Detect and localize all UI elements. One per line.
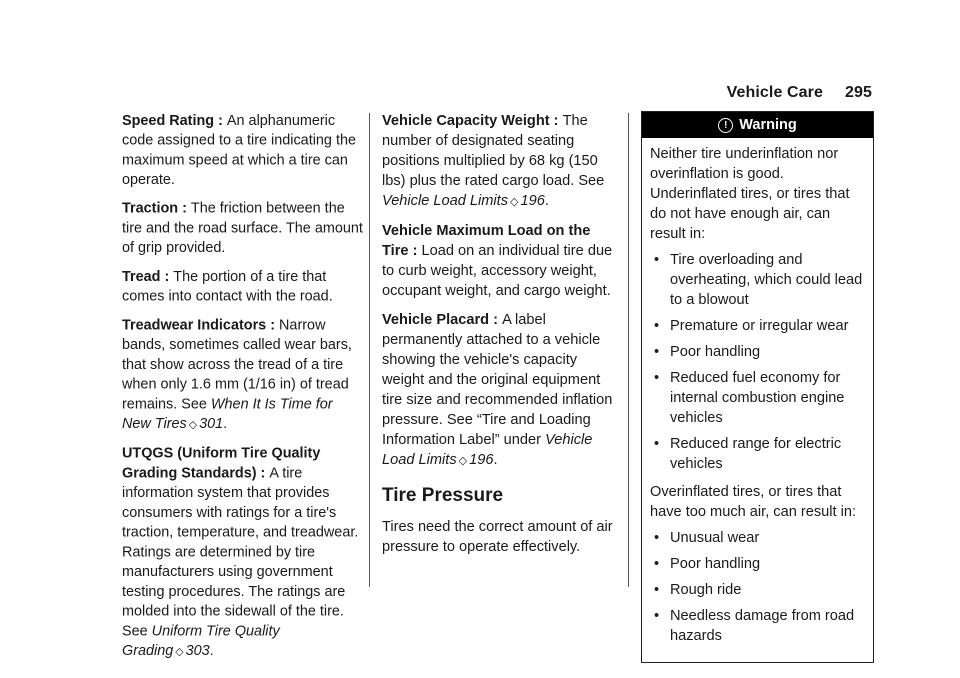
bullet-icon: • xyxy=(654,318,660,334)
warning-over-intro: Overinflated tires, or tires that have too much air, can result in: xyxy=(650,484,857,520)
term: Speed Rating xyxy=(122,112,215,129)
definition-max-load: Vehicle Maximum Load on the Tire : Load on an individual tire due to curb weight, accessory weight, occupant weight, and cargo weight. xyxy=(382,223,613,299)
paragraph-tire-pressure: Tires need the correct amount of air pressure to operate effectively. xyxy=(382,519,613,555)
list-item: • Tire overloading and overheating, which could lead to a blowout xyxy=(654,252,863,308)
page-ref-icon: ◇ xyxy=(188,419,198,431)
bullet-icon: • xyxy=(654,344,660,360)
definition-text: Load on an individual tire due to curb weight, accessory weight, occupant weight, and cargo weight. xyxy=(382,243,613,299)
page-ref[interactable]: 196 xyxy=(469,452,494,468)
term: Treadwear Indicators xyxy=(122,317,267,334)
bullet-icon: • xyxy=(654,530,660,546)
definition-text: The number of designated seating positions multiplied by 68 kg (150 lbs) plus the rated cargo load. See xyxy=(382,113,605,189)
term: Traction xyxy=(122,200,179,217)
bullet-icon: • xyxy=(654,582,660,598)
definition-text: Narrow bands, sometimes called wear bars, that show across the tread of a tire when only 1.6 mm (1/16 in) of tread remains. See xyxy=(122,317,352,413)
column-divider xyxy=(369,113,370,587)
term: Vehicle Capacity Weight xyxy=(382,113,550,129)
definition-traction: Traction : The friction between the tire and the road surface. The amount of grip provided. xyxy=(122,200,363,257)
section-title: Vehicle Care xyxy=(726,84,823,101)
definition-utqgs: UTQGS (Uniform Tire Quality Grading Standards) : A tire information system that provides consumers with ratings for a tire's traction, temperature, and treadwear. Ratings are determined by tire manufacturers using government testing procedures. The ratings are molded into the sidewall of the tire. See Uniform Tire Quality Grading ◇ 303. xyxy=(122,445,359,660)
list-item: • Reduced range for electric vehicles xyxy=(654,436,842,472)
definition-text: The portion of a tire that comes into contact with the road. xyxy=(122,269,333,305)
page-header xyxy=(727,84,872,102)
column-divider xyxy=(628,113,629,587)
definition-text: A tire information system that provides consumers with ratings for a tire's traction, temperature, and treadwear. Ratings are determined by tire manufacturers using government testing procedures. The ratings are molded into the sidewall of the tire. See xyxy=(122,465,359,640)
bullet-icon: • xyxy=(654,252,660,268)
term: UTQGS (Uniform Tire Quality Grading Standards) xyxy=(122,445,321,482)
page-ref-icon: ◇ xyxy=(175,646,184,659)
page-ref[interactable]: 303 xyxy=(185,643,210,660)
column-left xyxy=(122,111,364,671)
cross-reference-link[interactable]: Vehicle Load Limits xyxy=(382,432,593,468)
definition-text: The friction between the tire and the road surface. The amount of grip provided. xyxy=(122,200,363,257)
term: Vehicle Maximum Load on the Tire xyxy=(382,223,591,259)
bullet-icon: • xyxy=(654,436,660,452)
page-ref[interactable]: 301 xyxy=(199,416,224,432)
term: Vehicle Placard xyxy=(382,312,490,328)
list-item: • Reduced fuel economy for internal combustion engine vehicles xyxy=(654,370,845,426)
list-item: • Needless damage from road hazards xyxy=(654,608,855,644)
warning-header xyxy=(642,112,873,138)
cross-reference-link[interactable]: When It Is Time for New Tires xyxy=(122,396,333,432)
warning-intro: Neither tire underinflation nor overinflation is good. Underinflated tires, or tires that do not have enough air, can result in: xyxy=(650,146,850,242)
term: Tread xyxy=(122,269,161,285)
warning-title: Warning xyxy=(739,117,797,133)
warning-icon: ! xyxy=(718,118,733,133)
underinflation-list xyxy=(650,250,865,474)
page-ref-icon: ◇ xyxy=(510,196,519,208)
bullet-icon: • xyxy=(654,370,660,386)
list-item: • Rough ride xyxy=(654,582,742,598)
section-heading: Tire Pressure xyxy=(382,485,504,506)
bullet-icon: • xyxy=(654,556,660,572)
warning-box xyxy=(641,111,874,663)
definition-placard: Vehicle Placard : A label permanently attached to a vehicle showing the vehicle's capacity weight and the original equipment tire size and recommended inflation pressure. See “Tire and Loading Information Label” under Vehicle Load Limits ◇ 196. xyxy=(382,312,613,468)
definition-text: A label permanently attached to a vehicle showing the vehicle's capacity weight and the original equipment tire size and recommended inflation pressure. See “Tire and Loading Information Label” under xyxy=(382,312,613,448)
list-item: • Unusual wear xyxy=(654,530,760,546)
warning-body xyxy=(642,144,873,646)
list-item: • Poor handling xyxy=(654,556,761,572)
cross-reference-link[interactable]: Uniform Tire Quality Grading xyxy=(122,623,280,660)
column-right xyxy=(641,111,874,663)
definition-speed-rating: Speed Rating : An alphanumeric code assigned to a tire indicating the maximum speed at which a tire can operate. xyxy=(122,112,356,189)
definition-treadwear: Treadwear Indicators : Narrow bands, sometimes called wear bars, that show across the tread of a tire when only 1.6 mm (1/16 in) of tread remains. See When It Is Time for New Tires ◇ 301. xyxy=(122,317,352,432)
definition-text: An alphanumeric code assigned to a tire indicating the maximum speed at which a tire can operate. xyxy=(122,112,356,189)
page-number: 295 xyxy=(845,84,872,101)
definition-capacity-weight: Vehicle Capacity Weight : The number of designated seating positions multiplied by 68 kg (150 lbs) plus the rated cargo load. See Vehicle Load Limits ◇ 196. xyxy=(382,113,605,209)
column-middle xyxy=(382,111,617,566)
list-item: • Premature or irregular wear xyxy=(654,318,849,334)
page-ref-icon: ◇ xyxy=(458,455,468,467)
bullet-icon: • xyxy=(654,608,660,624)
page-ref[interactable]: 196 xyxy=(520,193,545,209)
list-item: • Poor handling xyxy=(654,344,761,360)
definition-tread: Tread : The portion of a tire that comes into contact with the road. xyxy=(122,269,333,305)
overinflation-list xyxy=(650,528,865,646)
cross-reference-link[interactable]: Vehicle Load Limits xyxy=(382,193,509,209)
